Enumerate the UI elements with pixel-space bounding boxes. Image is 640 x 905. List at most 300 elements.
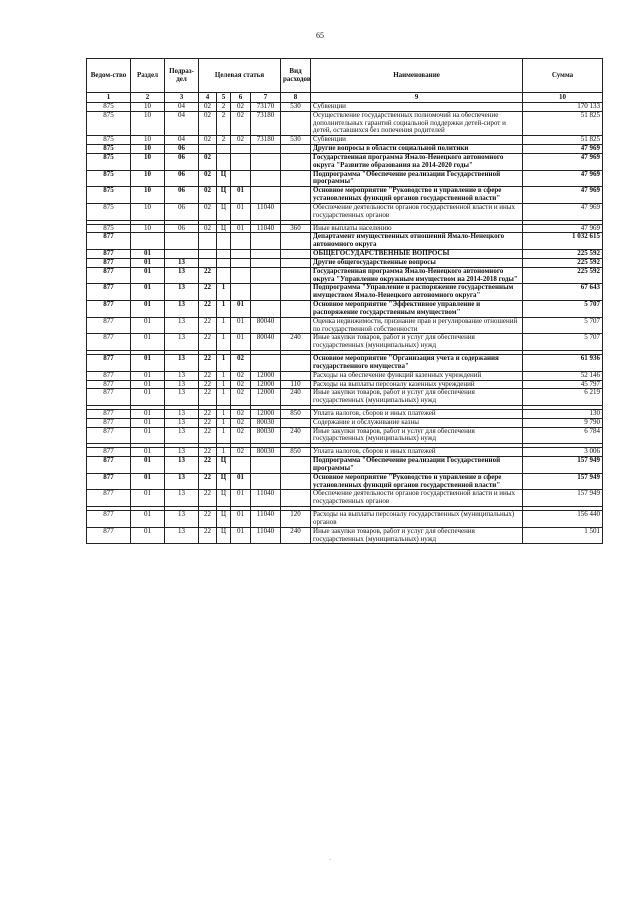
sum-cell: 225 592 bbox=[523, 250, 603, 259]
code-cell: 12000 bbox=[251, 371, 281, 380]
table-row bbox=[87, 233, 603, 250]
code-cell: 02 bbox=[231, 380, 251, 389]
code-cell: 13 bbox=[165, 490, 199, 507]
code-cell: 877 bbox=[87, 511, 131, 528]
name-cell: Осуществление государственных полномочий на обеспечение дополнительных гарантий социальной поддержки детей-сирот и детей, оставшихся без попечения родителей bbox=[311, 111, 523, 135]
code-cell: 1 bbox=[217, 448, 231, 457]
code-cell: 73180 bbox=[251, 111, 281, 135]
table-row bbox=[87, 203, 603, 220]
code-cell: 01 bbox=[131, 511, 165, 528]
scan-mark: . bbox=[330, 856, 332, 862]
header-section: Раздел bbox=[131, 59, 165, 93]
code-cell: 01 bbox=[231, 490, 251, 507]
code-cell: 01 bbox=[131, 317, 165, 334]
code-cell: 240 bbox=[281, 527, 311, 544]
table-row bbox=[87, 267, 603, 284]
code-cell: 1 bbox=[217, 389, 231, 406]
code-cell: 13 bbox=[165, 301, 199, 318]
code-cell: 1 bbox=[217, 427, 231, 444]
column-number-row bbox=[87, 93, 603, 103]
code-cell: 875 bbox=[87, 203, 131, 220]
budget-table bbox=[86, 58, 603, 544]
code-cell: 01 bbox=[131, 355, 165, 372]
code-cell bbox=[281, 170, 311, 187]
code-cell: 240 bbox=[281, 389, 311, 406]
code-cell: 13 bbox=[165, 355, 199, 372]
code-cell: 240 bbox=[281, 427, 311, 444]
code-cell: 10 bbox=[131, 153, 165, 170]
sum-cell: 170 133 bbox=[523, 103, 603, 112]
code-cell: 01 bbox=[231, 317, 251, 334]
code-cell: 13 bbox=[165, 267, 199, 284]
code-cell bbox=[251, 153, 281, 170]
code-cell: 1 bbox=[217, 409, 231, 418]
code-cell bbox=[281, 371, 311, 380]
name-cell: Основное мероприятие "Руководство и управление в сфере установленных функций органов государственной власти" bbox=[311, 187, 523, 204]
sum-cell: 51 825 bbox=[523, 111, 603, 135]
code-cell: 22 bbox=[199, 490, 217, 507]
code-cell: 02 bbox=[199, 203, 217, 220]
code-cell bbox=[251, 457, 281, 474]
header-sum: Сумма bbox=[523, 59, 603, 93]
sum-cell: 47 969 bbox=[523, 224, 603, 233]
sum-cell: 5 707 bbox=[523, 317, 603, 334]
name-cell: Иные закупки товаров, работ и услуг для обеспечения государственных (муниципальных) нужд bbox=[311, 389, 523, 406]
code-cell bbox=[217, 233, 231, 250]
code-cell: 13 bbox=[165, 389, 199, 406]
table-row bbox=[87, 427, 603, 444]
sum-cell: 9 790 bbox=[523, 418, 603, 427]
code-cell bbox=[251, 301, 281, 318]
code-cell: 80040 bbox=[251, 317, 281, 334]
code-cell: 02 bbox=[231, 136, 251, 145]
code-cell: 10 bbox=[131, 187, 165, 204]
code-cell: 10 bbox=[131, 203, 165, 220]
code-cell bbox=[281, 258, 311, 267]
code-cell: 1 bbox=[217, 380, 231, 389]
code-cell: 01 bbox=[131, 427, 165, 444]
code-cell: 1 bbox=[217, 284, 231, 301]
name-cell: Другие общегосударственные вопросы bbox=[311, 258, 523, 267]
code-cell: 13 bbox=[165, 317, 199, 334]
code-cell: 04 bbox=[165, 111, 199, 135]
code-cell bbox=[281, 284, 311, 301]
code-cell: 877 bbox=[87, 250, 131, 259]
code-cell bbox=[281, 233, 311, 250]
code-cell: Ц bbox=[217, 170, 231, 187]
sum-cell: 47 969 bbox=[523, 203, 603, 220]
code-cell: 01 bbox=[131, 334, 165, 351]
code-cell: Ц bbox=[217, 527, 231, 544]
code-cell: 875 bbox=[87, 111, 131, 135]
code-cell bbox=[251, 170, 281, 187]
column-number: 2 bbox=[131, 93, 165, 103]
table-row bbox=[87, 473, 603, 490]
code-cell bbox=[231, 170, 251, 187]
code-cell: 13 bbox=[165, 448, 199, 457]
code-cell bbox=[281, 301, 311, 318]
code-cell: 02 bbox=[231, 111, 251, 135]
code-cell: 06 bbox=[165, 145, 199, 154]
code-cell: 877 bbox=[87, 490, 131, 507]
code-cell: 877 bbox=[87, 267, 131, 284]
sum-cell: 225 592 bbox=[523, 267, 603, 284]
code-cell: 22 bbox=[199, 511, 217, 528]
code-cell bbox=[251, 145, 281, 154]
code-cell: 01 bbox=[231, 511, 251, 528]
name-cell: Субвенции bbox=[311, 136, 523, 145]
column-number: 9 bbox=[311, 93, 523, 103]
code-cell: 22 bbox=[199, 267, 217, 284]
sum-cell: 6 219 bbox=[523, 389, 603, 406]
code-cell bbox=[281, 317, 311, 334]
name-cell: Содержание и обслуживание казны bbox=[311, 418, 523, 427]
header-subsection: Подраз-дел bbox=[165, 59, 199, 93]
header-dept: Ведом-ство bbox=[87, 59, 131, 93]
code-cell: 875 bbox=[87, 136, 131, 145]
code-cell: 22 bbox=[199, 355, 217, 372]
name-cell: Расходы на выплаты персоналу казенных учреждений bbox=[311, 380, 523, 389]
table-row bbox=[87, 409, 603, 418]
name-cell: Другие вопросы в области социальной политики bbox=[311, 145, 523, 154]
code-cell: 22 bbox=[199, 409, 217, 418]
table-row bbox=[87, 111, 603, 135]
code-cell: 10 bbox=[131, 136, 165, 145]
code-cell bbox=[217, 153, 231, 170]
code-cell: 875 bbox=[87, 153, 131, 170]
code-cell: 01 bbox=[131, 389, 165, 406]
code-cell: 875 bbox=[87, 187, 131, 204]
code-cell: 22 bbox=[199, 427, 217, 444]
code-cell: 11040 bbox=[251, 203, 281, 220]
column-number: 7 bbox=[251, 93, 281, 103]
code-cell: 80030 bbox=[251, 448, 281, 457]
code-cell: 877 bbox=[87, 427, 131, 444]
code-cell: 875 bbox=[87, 145, 131, 154]
sum-cell: 5 707 bbox=[523, 301, 603, 318]
code-cell bbox=[281, 145, 311, 154]
table-row bbox=[87, 371, 603, 380]
code-cell: 22 bbox=[199, 284, 217, 301]
code-cell: 01 bbox=[231, 527, 251, 544]
code-cell: Ц bbox=[217, 490, 231, 507]
code-cell: 02 bbox=[231, 389, 251, 406]
code-cell: 530 bbox=[281, 136, 311, 145]
code-cell bbox=[165, 233, 199, 250]
table-row bbox=[87, 490, 603, 507]
table-row bbox=[87, 103, 603, 112]
code-cell: 01 bbox=[131, 409, 165, 418]
code-cell bbox=[281, 457, 311, 474]
code-cell: 877 bbox=[87, 371, 131, 380]
name-cell: ОБЩЕГОСУДАРСТВЕННЫЕ ВОПРОСЫ bbox=[311, 250, 523, 259]
code-cell: 10 bbox=[131, 103, 165, 112]
sum-cell: 47 969 bbox=[523, 187, 603, 204]
table-row bbox=[87, 284, 603, 301]
code-cell: 13 bbox=[165, 457, 199, 474]
code-cell: 877 bbox=[87, 527, 131, 544]
code-cell: 01 bbox=[131, 301, 165, 318]
code-cell bbox=[281, 187, 311, 204]
page-number: 65 bbox=[316, 31, 324, 40]
sum-cell: 52 146 bbox=[523, 371, 603, 380]
code-cell: 10 bbox=[131, 111, 165, 135]
code-cell bbox=[199, 233, 217, 250]
code-cell: 06 bbox=[165, 153, 199, 170]
code-cell: 02 bbox=[199, 224, 217, 233]
code-cell: 877 bbox=[87, 389, 131, 406]
code-cell: 80030 bbox=[251, 418, 281, 427]
code-cell: 80030 bbox=[251, 427, 281, 444]
code-cell: 877 bbox=[87, 355, 131, 372]
code-cell: 877 bbox=[87, 448, 131, 457]
code-cell: 13 bbox=[165, 380, 199, 389]
code-cell: 22 bbox=[199, 527, 217, 544]
code-cell: 1 bbox=[217, 418, 231, 427]
code-cell: 01 bbox=[131, 448, 165, 457]
code-cell: 02 bbox=[231, 418, 251, 427]
code-cell: 02 bbox=[199, 136, 217, 145]
code-cell: 04 bbox=[165, 103, 199, 112]
code-cell: 877 bbox=[87, 317, 131, 334]
code-cell: 877 bbox=[87, 334, 131, 351]
code-cell: 01 bbox=[231, 301, 251, 318]
code-cell: 06 bbox=[165, 170, 199, 187]
code-cell: Ц bbox=[217, 203, 231, 220]
table-row bbox=[87, 418, 603, 427]
code-cell bbox=[251, 473, 281, 490]
code-cell: Ц bbox=[217, 457, 231, 474]
header-target: Целевая статья bbox=[199, 59, 281, 93]
code-cell: 110 bbox=[281, 380, 311, 389]
code-cell: 02 bbox=[199, 170, 217, 187]
code-cell: 22 bbox=[199, 301, 217, 318]
code-cell bbox=[281, 267, 311, 284]
code-cell bbox=[231, 250, 251, 259]
code-cell bbox=[251, 284, 281, 301]
name-cell: Уплата налогов, сборов и иных платежей bbox=[311, 448, 523, 457]
name-cell: Основное мероприятие "Эффективное управление и распоряжение государственным имуществом" bbox=[311, 301, 523, 318]
code-cell bbox=[199, 250, 217, 259]
sum-cell: 6 784 bbox=[523, 427, 603, 444]
sum-cell: 47 969 bbox=[523, 145, 603, 154]
code-cell: 1 bbox=[217, 371, 231, 380]
code-cell: 01 bbox=[231, 224, 251, 233]
code-cell: 12000 bbox=[251, 389, 281, 406]
code-cell: 01 bbox=[231, 203, 251, 220]
table-row bbox=[87, 355, 603, 372]
code-cell: 13 bbox=[165, 511, 199, 528]
code-cell: 02 bbox=[231, 371, 251, 380]
code-cell: 06 bbox=[165, 187, 199, 204]
code-cell: 877 bbox=[87, 301, 131, 318]
code-cell: 10 bbox=[131, 145, 165, 154]
sum-cell: 1 501 bbox=[523, 527, 603, 544]
name-cell: Основное мероприятие "Руководство и управление в сфере установленных функций органов государственной власти" bbox=[311, 473, 523, 490]
code-cell: 1 bbox=[217, 301, 231, 318]
code-cell bbox=[281, 355, 311, 372]
name-cell: Иные выплаты населению bbox=[311, 224, 523, 233]
code-cell bbox=[251, 187, 281, 204]
code-cell: 240 bbox=[281, 334, 311, 351]
name-cell: Государственная программа Ямало-Ненецкого автономного округа "Развитие образования на 2014-2020 годы" bbox=[311, 153, 523, 170]
code-cell bbox=[199, 258, 217, 267]
code-cell: 850 bbox=[281, 448, 311, 457]
code-cell bbox=[231, 457, 251, 474]
name-cell: Подпрограмма "Обеспечение реализации Государственной программы" bbox=[311, 170, 523, 187]
code-cell: 13 bbox=[165, 527, 199, 544]
column-number: 10 bbox=[523, 93, 603, 103]
sum-cell: 157 949 bbox=[523, 473, 603, 490]
code-cell: 01 bbox=[131, 527, 165, 544]
table-row bbox=[87, 334, 603, 351]
code-cell bbox=[231, 153, 251, 170]
code-cell: 10 bbox=[131, 170, 165, 187]
code-cell: 877 bbox=[87, 473, 131, 490]
code-cell: 22 bbox=[199, 334, 217, 351]
table-row bbox=[87, 301, 603, 318]
code-cell bbox=[281, 490, 311, 507]
name-cell: Подпрограмма "Обеспечение реализации Государственной программы" bbox=[311, 457, 523, 474]
code-cell bbox=[231, 233, 251, 250]
code-cell: 877 bbox=[87, 457, 131, 474]
code-cell: 530 bbox=[281, 103, 311, 112]
code-cell: 11040 bbox=[251, 511, 281, 528]
column-number: 5 bbox=[217, 93, 231, 103]
code-cell: 22 bbox=[199, 418, 217, 427]
code-cell: 01 bbox=[131, 258, 165, 267]
code-cell: 13 bbox=[165, 258, 199, 267]
code-cell: Ц bbox=[217, 473, 231, 490]
code-cell bbox=[217, 145, 231, 154]
name-cell: Иные закупки товаров, работ и услуг для обеспечения государственных (муниципальных) нужд bbox=[311, 527, 523, 544]
code-cell bbox=[251, 267, 281, 284]
code-cell bbox=[281, 111, 311, 135]
code-cell: 22 bbox=[199, 380, 217, 389]
code-cell: 01 bbox=[231, 187, 251, 204]
name-cell: Расходы на выплаты персоналу государственных (муниципальных) органов bbox=[311, 511, 523, 528]
code-cell: 875 bbox=[87, 224, 131, 233]
sum-cell: 51 825 bbox=[523, 136, 603, 145]
code-cell bbox=[231, 284, 251, 301]
sum-cell: 156 440 bbox=[523, 511, 603, 528]
code-cell: 02 bbox=[231, 409, 251, 418]
column-number: 8 bbox=[281, 93, 311, 103]
code-cell: 01 bbox=[231, 334, 251, 351]
code-cell bbox=[231, 145, 251, 154]
code-cell: 360 bbox=[281, 224, 311, 233]
code-cell: 01 bbox=[131, 418, 165, 427]
code-cell: 80040 bbox=[251, 334, 281, 351]
code-cell bbox=[281, 153, 311, 170]
code-cell: 22 bbox=[199, 371, 217, 380]
table-row bbox=[87, 153, 603, 170]
code-cell: Ц bbox=[217, 511, 231, 528]
code-cell: 01 bbox=[131, 490, 165, 507]
code-cell: 11040 bbox=[251, 224, 281, 233]
code-cell: 877 bbox=[87, 380, 131, 389]
code-cell: 02 bbox=[199, 103, 217, 112]
code-cell bbox=[217, 258, 231, 267]
code-cell bbox=[251, 233, 281, 250]
table-row bbox=[87, 511, 603, 528]
code-cell bbox=[281, 418, 311, 427]
sum-cell: 47 969 bbox=[523, 153, 603, 170]
code-cell: 22 bbox=[199, 389, 217, 406]
code-cell: 73170 bbox=[251, 103, 281, 112]
code-cell: 1 bbox=[217, 334, 231, 351]
code-cell: 02 bbox=[231, 427, 251, 444]
sum-cell: 47 969 bbox=[523, 170, 603, 187]
code-cell: 12000 bbox=[251, 380, 281, 389]
code-cell: 11040 bbox=[251, 490, 281, 507]
code-cell: 01 bbox=[131, 457, 165, 474]
code-cell: 120 bbox=[281, 511, 311, 528]
code-cell: 13 bbox=[165, 409, 199, 418]
sum-cell: 157 949 bbox=[523, 457, 603, 474]
name-cell: Иные закупки товаров, работ и услуг для обеспечения государственных (муниципальных) нужд bbox=[311, 427, 523, 444]
name-cell: Расходы на обеспечение функций казенных учреждений bbox=[311, 371, 523, 380]
column-number: 1 bbox=[87, 93, 131, 103]
code-cell: 73180 bbox=[251, 136, 281, 145]
code-cell bbox=[231, 258, 251, 267]
code-cell: 02 bbox=[199, 153, 217, 170]
name-cell: Обеспечение деятельности органов государственной власти и иных государственных органов bbox=[311, 490, 523, 507]
code-cell: 01 bbox=[131, 250, 165, 259]
code-cell: 02 bbox=[231, 448, 251, 457]
sum-cell: 5 707 bbox=[523, 334, 603, 351]
column-number: 6 bbox=[231, 93, 251, 103]
code-cell: 2 bbox=[217, 136, 231, 145]
name-cell: Подпрограмма "Управление и распоряжение государственным имуществом Ямало-Ненецкого автономного округа" bbox=[311, 284, 523, 301]
table-row bbox=[87, 170, 603, 187]
table-row bbox=[87, 389, 603, 406]
code-cell: 2 bbox=[217, 103, 231, 112]
code-cell bbox=[131, 233, 165, 250]
code-cell: 22 bbox=[199, 448, 217, 457]
code-cell: 06 bbox=[165, 203, 199, 220]
name-cell: Уплата налогов, сборов и иных платежей bbox=[311, 409, 523, 418]
sum-cell: 67 643 bbox=[523, 284, 603, 301]
sum-cell: 225 592 bbox=[523, 258, 603, 267]
code-cell: 11040 bbox=[251, 527, 281, 544]
code-cell: 877 bbox=[87, 258, 131, 267]
code-cell: 04 bbox=[165, 136, 199, 145]
code-cell bbox=[251, 355, 281, 372]
code-cell: 02 bbox=[231, 355, 251, 372]
sum-cell: 45 797 bbox=[523, 380, 603, 389]
code-cell bbox=[217, 250, 231, 259]
code-cell: 12000 bbox=[251, 409, 281, 418]
table-row bbox=[87, 258, 603, 267]
code-cell: Ц bbox=[217, 187, 231, 204]
code-cell: 02 bbox=[199, 187, 217, 204]
sum-cell: 157 949 bbox=[523, 490, 603, 507]
code-cell: 13 bbox=[165, 284, 199, 301]
table-row bbox=[87, 457, 603, 474]
sum-cell: 1 032 615 bbox=[523, 233, 603, 250]
name-cell: Обеспечение деятельности органов государственной власти и иных государственных органов bbox=[311, 203, 523, 220]
sum-cell: 130 bbox=[523, 409, 603, 418]
code-cell: 850 bbox=[281, 409, 311, 418]
code-cell: 1 bbox=[217, 355, 231, 372]
table-row bbox=[87, 317, 603, 334]
code-cell: 875 bbox=[87, 170, 131, 187]
name-cell: Оценка недвижимости, признание прав и регулирование отношений по государственной собственности bbox=[311, 317, 523, 334]
code-cell bbox=[217, 267, 231, 284]
header-exp-type: Вид расходов bbox=[281, 59, 311, 93]
name-cell: Субвенции bbox=[311, 103, 523, 112]
